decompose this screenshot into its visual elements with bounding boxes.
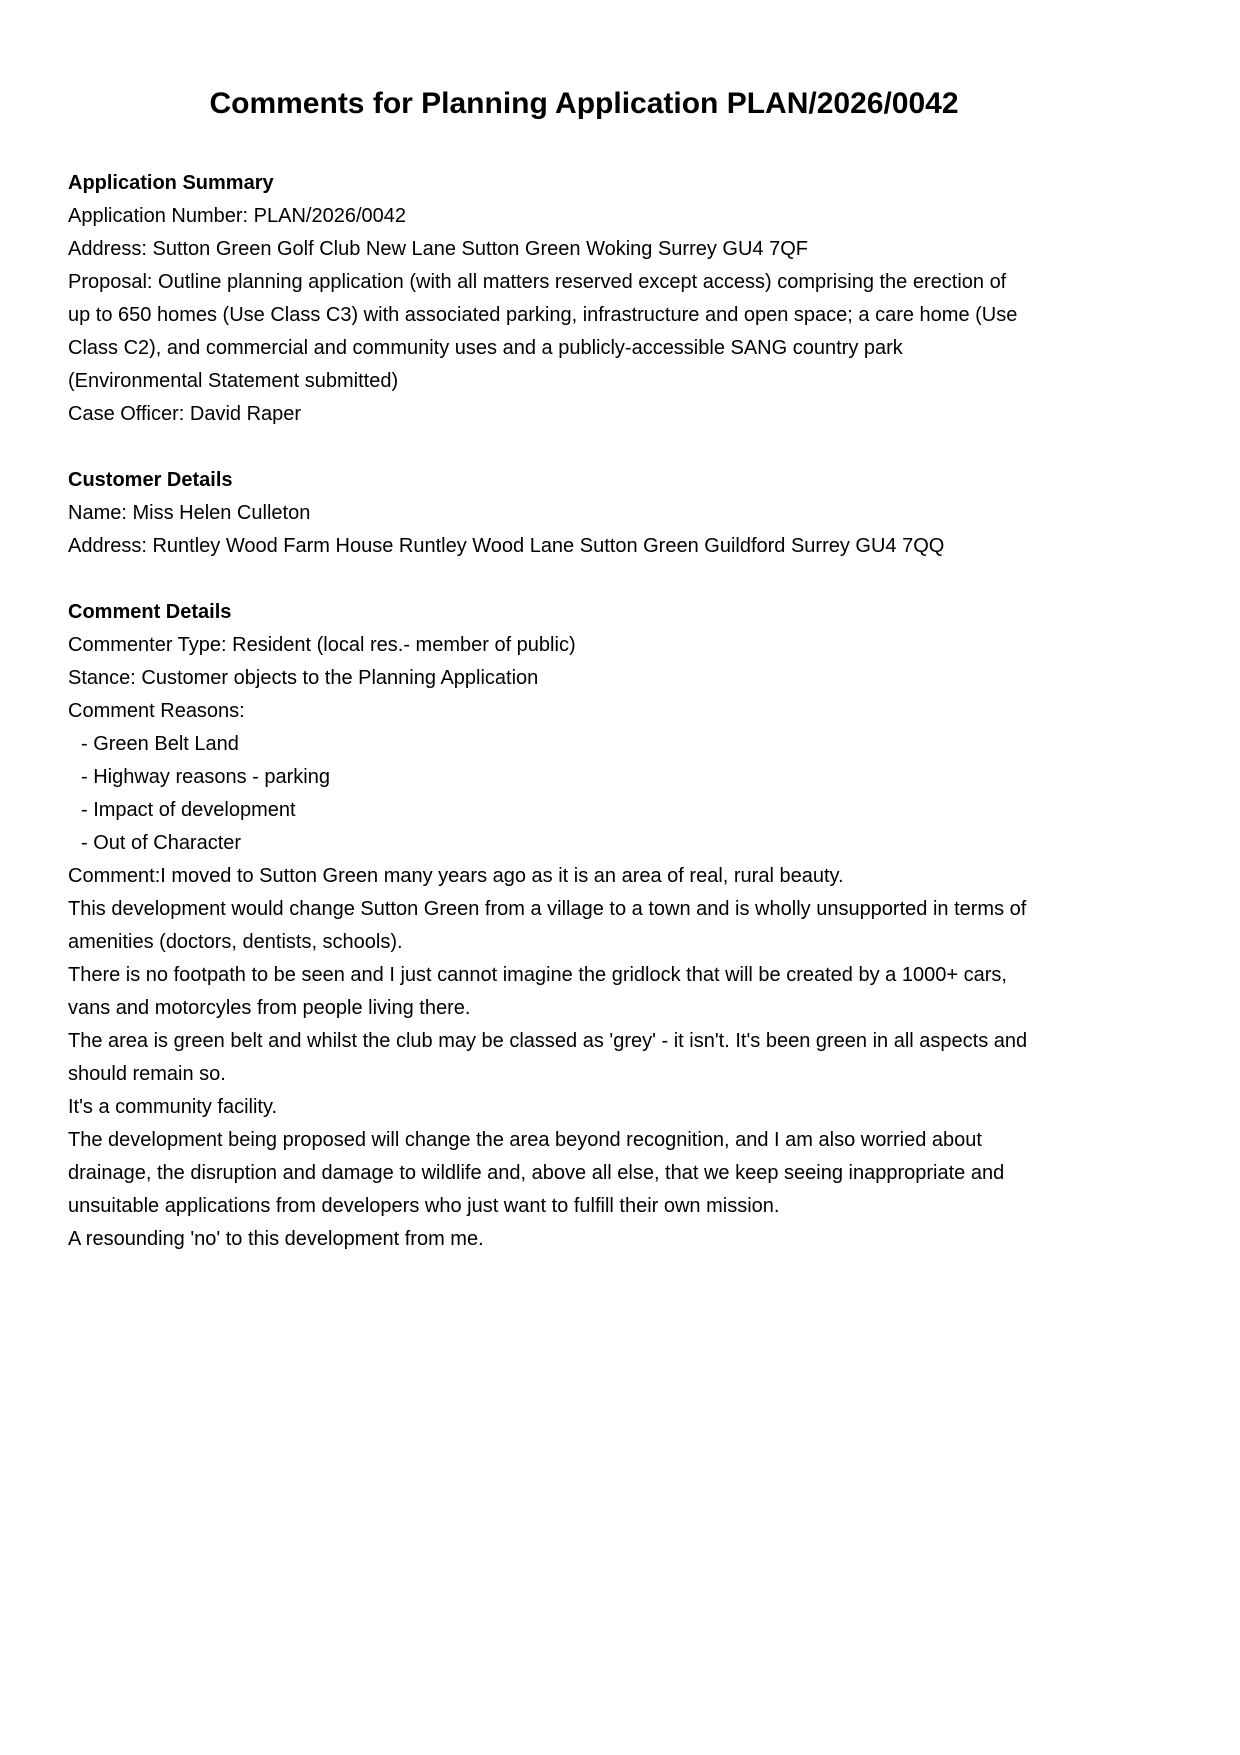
document-title: Comments for Planning Application PLAN/2026/0042: [209, 87, 959, 120]
application-summary-section: [68, 167, 1030, 431]
comment-details-section: [68, 596, 1030, 1256]
commenter-type-line: Commenter Type: Resident (local res.- member of public): [68, 634, 576, 656]
customer-details-heading: Customer Details: [68, 469, 233, 491]
customer-address-line: Address: Runtley Wood Farm House Runtley Wood Lane Sutton Green Guildford Surrey GU4 7QQ: [68, 535, 945, 557]
stance-line: Stance: Customer objects to the Planning Application: [68, 667, 539, 689]
comment-paragraph-3: There is no footpath to be seen and I just cannot imagine the gridlock that will be created by a 1000+ cars, vans and motorcyles from people living there.: [68, 964, 1007, 1019]
case-officer-line: Case Officer: David Raper: [68, 403, 302, 425]
comment-reason-character: - Out of Character: [81, 832, 242, 854]
comment-paragraph-5: It's a community facility.: [68, 1096, 278, 1118]
comment-paragraph-4: The area is green belt and whilst the club may be classed as 'grey' - it isn't. It's been green in all aspects and should remain so.: [68, 1030, 1028, 1085]
application-proposal-line: Proposal: Outline planning application (with all matters reserved except access) comprising the erection of up to 650 homes (Use Class C3) with associated parking, infrastructure and open space; a care home (Use Class C2), and commercial and community uses and a publicly-accessible SANG country park (Environmental Statement submitted): [68, 271, 1018, 392]
comment-paragraph-7: A resounding 'no' to this development from me.: [68, 1228, 484, 1250]
application-number-line: Application Number: PLAN/2026/0042: [68, 205, 406, 227]
comment-details-heading: Comment Details: [68, 601, 232, 623]
comment-reason-green-belt: - Green Belt Land: [81, 733, 239, 755]
application-address-line: Address: Sutton Green Golf Club New Lane Sutton Green Woking Surrey GU4 7QF: [68, 238, 808, 260]
comment-paragraph-2: This development would change Sutton Green from a village to a town and is wholly unsupported in terms of amenities (doctors, dentists, schools).: [68, 898, 1027, 953]
comment-reason-highway: - Highway reasons - parking: [81, 766, 330, 788]
comment-paragraph-6: The development being proposed will change the area beyond recognition, and I am also worried about drainage, the disruption and damage to wildlife and, above all else, that we keep seeing inappropriate and unsuitable applications from developers who just want to fulfill their own mission.: [68, 1129, 1005, 1217]
comment-reasons-label: Comment Reasons:: [68, 700, 245, 722]
comment-reason-impact: - Impact of development: [81, 799, 296, 821]
comment-paragraph-1: Comment:I moved to Sutton Green many years ago as it is an area of real, rural beauty.: [68, 865, 844, 887]
application-summary-heading: Application Summary: [68, 172, 274, 194]
customer-name-line: Name: Miss Helen Culleton: [68, 502, 311, 524]
customer-details-section: [68, 464, 1030, 563]
